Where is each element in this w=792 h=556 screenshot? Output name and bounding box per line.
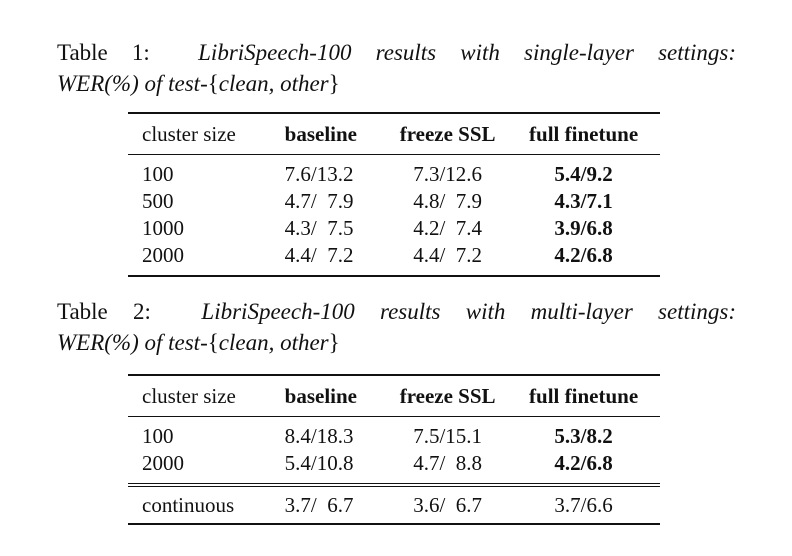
cell-full-finetune: 5.3/8.2 — [507, 417, 660, 451]
cell-freeze-ssl: 4.4/ 7.2 — [388, 242, 507, 276]
header-freeze-ssl: freeze SSL — [388, 113, 507, 155]
header-baseline: baseline — [271, 113, 388, 155]
cell-full-finetune: 3.7/6.6 — [507, 485, 660, 524]
table-1-caption-metric: WER(%) of test- — [57, 71, 208, 96]
cell-cluster-size: 100 — [128, 155, 271, 189]
cell-freeze-ssl: 7.5/15.1 — [388, 417, 507, 451]
table-1-caption-title: LibriSpeech-100 results with single-layer settings: — [198, 40, 737, 65]
table-2-caption-label: Table 2: — [57, 299, 151, 324]
continuous-row — [128, 485, 660, 524]
cell-baseline: 4.4/ 7.2 — [271, 242, 388, 276]
left-brace: { — [207, 71, 219, 96]
cell-full-finetune: 4.3/7.1 — [554, 189, 613, 213]
table-1 — [128, 112, 660, 277]
table-row — [128, 242, 660, 276]
cell-full-finetune: 3.9/6.8 — [554, 216, 613, 240]
cell-freeze-ssl: 7.3/12.6 — [388, 155, 507, 189]
cell-freeze-ssl: 4.2/ 7.4 — [413, 216, 483, 240]
cell-cluster-size: 2000 — [142, 451, 184, 475]
header-cluster-size: cluster size — [128, 375, 271, 417]
header-freeze-ssl: freeze SSL — [388, 375, 507, 417]
header-baseline: baseline — [271, 375, 388, 417]
table-2-header-row — [128, 375, 660, 417]
cell-baseline: 3.7/ 6.7 — [271, 485, 388, 524]
header-full-finetune: full finetune — [507, 375, 660, 417]
right-brace: } — [328, 71, 340, 96]
right-brace: } — [328, 330, 340, 355]
table-1-caption-line-1 — [57, 37, 736, 68]
cell-full-finetune: 5.4/9.2 — [507, 155, 660, 189]
cell-baseline: 5.4/10.8 — [284, 451, 354, 475]
table-row — [128, 155, 660, 189]
table-row — [128, 188, 660, 215]
cell-baseline: 4.3/ 7.5 — [284, 216, 354, 240]
left-brace: { — [207, 330, 219, 355]
table-1-caption-subsets: clean, other — [218, 71, 329, 96]
cell-freeze-ssl: 4.8/ 7.9 — [413, 189, 483, 213]
table-2-caption-subsets: clean, other — [218, 330, 329, 355]
table-2-caption-title: LibriSpeech-100 results with multi-layer settings: — [201, 299, 737, 324]
table-row — [128, 215, 660, 242]
table-2-caption-metric: WER(%) of test- — [57, 330, 208, 355]
cell-cluster-size: 1000 — [142, 216, 184, 240]
table-2-caption — [57, 296, 736, 358]
cell-freeze-ssl: 3.6/ 6.7 — [388, 485, 507, 524]
cell-baseline: 4.7/ 7.9 — [284, 189, 354, 213]
header-cluster-size: cluster size — [128, 113, 271, 155]
cell-cluster-size: 100 — [128, 417, 271, 451]
cell-cluster-size: continuous — [128, 485, 271, 524]
table-2-caption-line-1 — [57, 296, 736, 327]
table-1-caption-line-2 — [57, 68, 736, 99]
table-2-caption-line-2 — [57, 327, 736, 358]
cell-full-finetune: 4.2/6.8 — [507, 242, 660, 276]
table-row — [128, 417, 660, 451]
cell-cluster-size: 2000 — [128, 242, 271, 276]
cell-cluster-size: 500 — [142, 189, 174, 213]
cell-baseline: 8.4/18.3 — [271, 417, 388, 451]
header-full-finetune: full finetune — [507, 113, 660, 155]
cell-baseline: 7.6/13.2 — [271, 155, 388, 189]
table-1-caption-label: Table 1: — [57, 40, 150, 65]
cell-freeze-ssl: 4.7/ 8.8 — [413, 451, 483, 475]
cell-full-finetune: 4.2/6.8 — [554, 451, 613, 475]
table-row — [128, 450, 660, 485]
table-1-caption — [57, 37, 736, 99]
table-1-header-row — [128, 113, 660, 155]
table-2 — [128, 374, 660, 525]
